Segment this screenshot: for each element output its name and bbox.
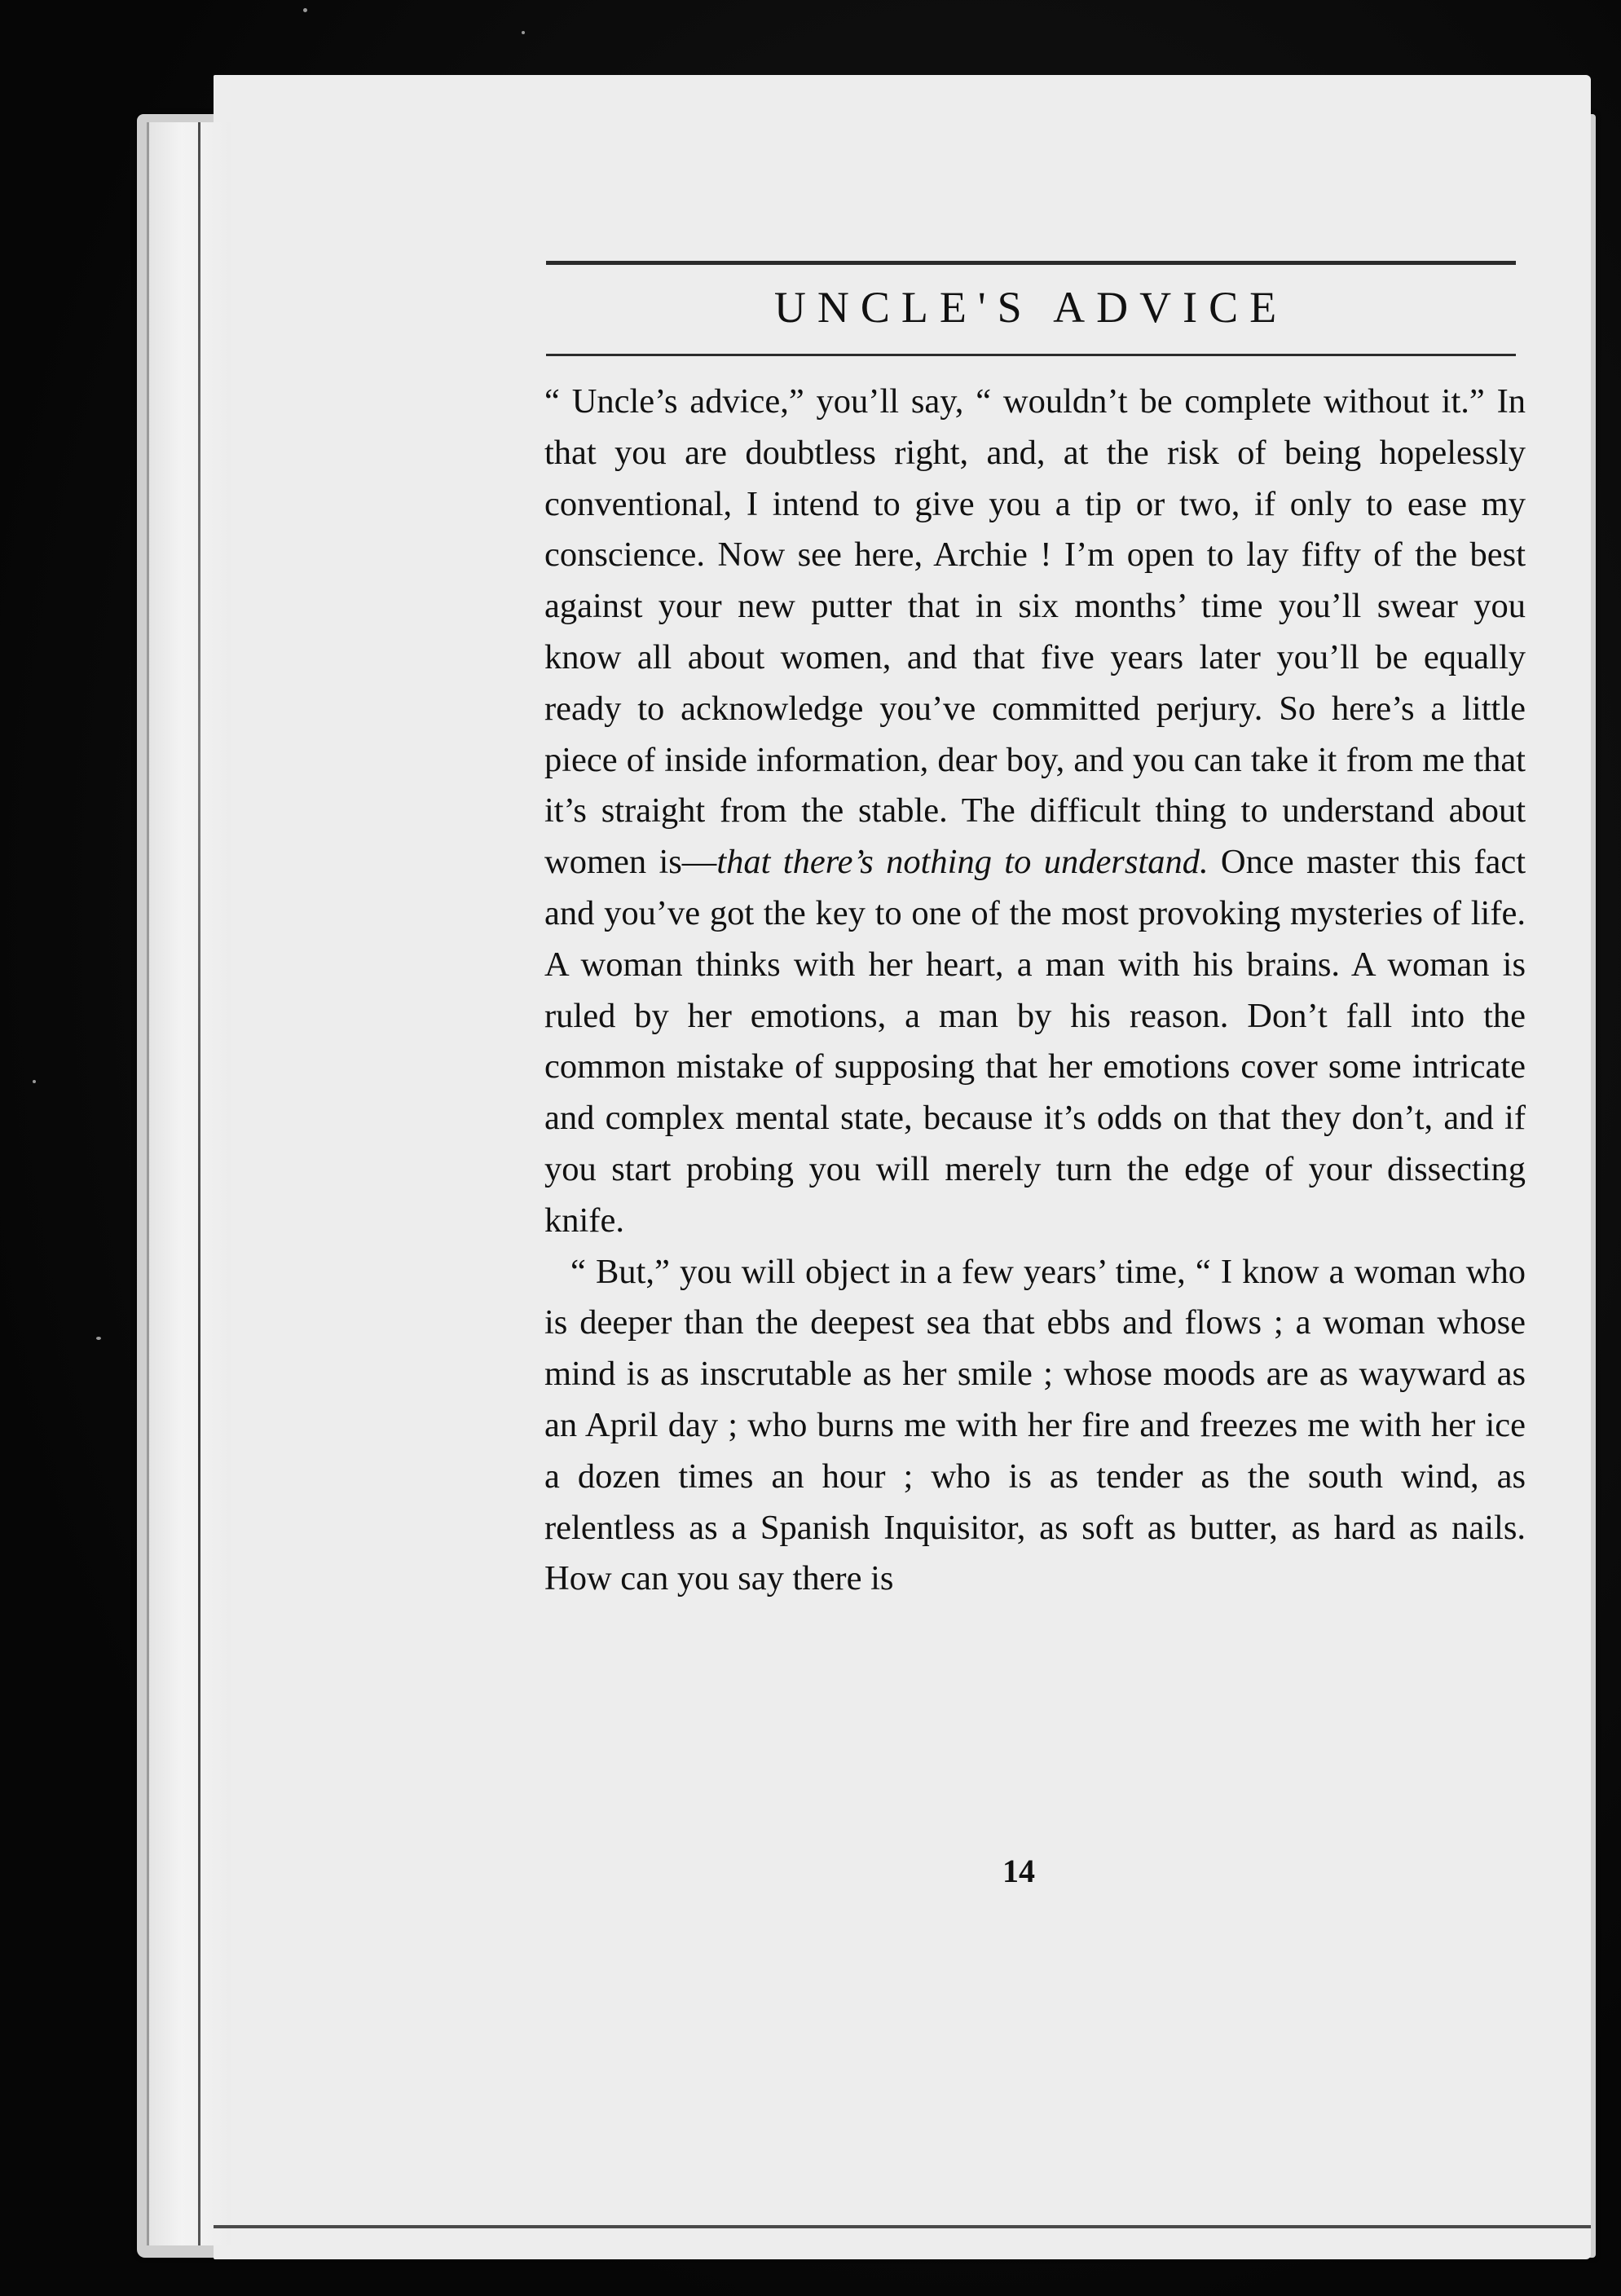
running-head-title: UNCLE'S ADVICE <box>773 283 1288 332</box>
page-bottom-edge <box>214 2225 1591 2228</box>
dust-speck <box>522 31 525 34</box>
paragraph: “ But,” you will object in a few years’ time, “ I know a woman who is deeper than the deepest sea that ebbs and flows ; a woman whose mind is as inscrutable as her smile ; whose moods are as wayward as an April day ; who burns me with her fire and freezes me with her ice a dozen times an hour ; who is as tender as the south wind, as relentless as a Spanish Inquisitor, as soft as butter, as hard as nails. How can you say there is <box>544 1252 1526 1598</box>
running-head <box>546 259 1516 365</box>
running-head-top-rule <box>546 261 1516 265</box>
paragraph-text: Once master this fact and you’ve got the key to one of the most provoking mysteries of life. A woman thinks with her heart, a man with his brains. A woman is ruled by her emotions, a man by his reason. Don’t fall into the common mistake of supposing that her emotions cover some intricate and complex mental state, because it’s odds on that they don’t, and if you start probing you will merely turn the edge of your dissecting knife. <box>544 843 1526 1240</box>
dust-speck <box>96 1337 101 1340</box>
paragraph-text: “ Uncle’s advice,” you’ll say, “ wouldn’t be complete without it.” In that you are doubtless right, and, at the risk of being hopelessly conventional, I intend to give you a tip or two, if only to ease my conscience. Now see here, Archie ! I’m open to lay fifty of the best against your new putter that in six months’ time you’ll swear you know all about women, and that five years later you’ll be equally ready to acknowledge you’ve committed perjury. So here’s a little piece of inside information, dear boy, and you can take it from me that it’s straight from the stable. The difficult thing to understand about women is— <box>544 382 1526 882</box>
page-number: 14 <box>1002 1853 1035 1889</box>
dust-speck <box>303 8 307 12</box>
running-head-bottom-rule <box>546 354 1516 356</box>
italic-emphasis: that there’s nothing to understand. <box>716 843 1209 882</box>
page-gutter-edge <box>147 122 231 2245</box>
body-text <box>544 377 1526 1605</box>
paragraph <box>544 377 1526 1247</box>
dust-speck <box>33 1080 36 1083</box>
